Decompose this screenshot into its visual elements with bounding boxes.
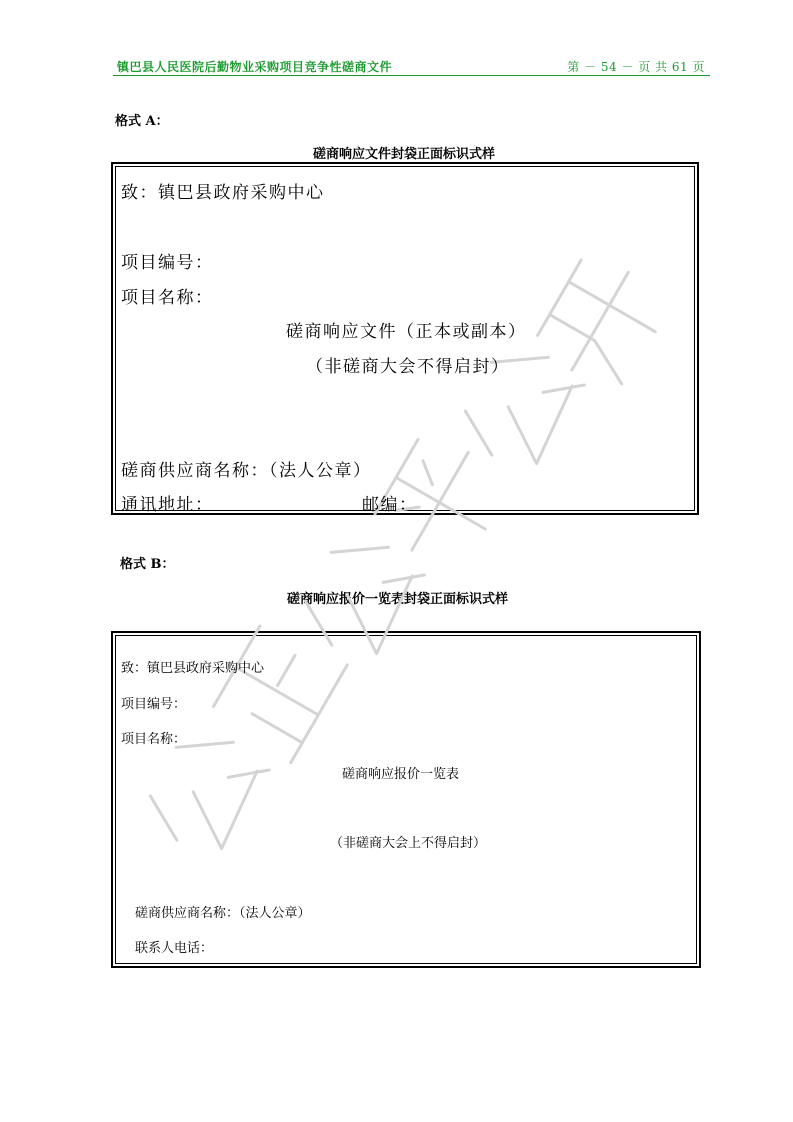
- format-b-to: 致：镇巴县政府采购中心: [121, 661, 265, 676]
- format-a-to: 致：镇巴县政府采购中心: [121, 183, 325, 203]
- format-b-doc-line: 磋商响应报价一览表: [342, 767, 460, 782]
- header-page-number: 第 － 54 － 页 共 61 页: [567, 60, 705, 74]
- format-a-seal-line: （非磋商大会不得启封）: [306, 357, 510, 377]
- format-b-title: 磋商响应报价一览表封袋正面标识式样: [287, 592, 509, 607]
- format-a-project-name: 项目名称：: [121, 288, 214, 308]
- format-b-supplier: 磋商供应商名称：（法人公章）: [135, 906, 311, 921]
- header-divider: [113, 75, 710, 76]
- format-b-seal-line: （非磋商大会上不得启封）: [330, 836, 487, 851]
- format-a-label: 格式 A：: [115, 114, 169, 129]
- format-b-project-name: 项目名称：: [121, 732, 187, 747]
- format-a-title: 磋商响应文件封袋正面标识式样: [313, 147, 496, 162]
- format-a-project-no: 项目编号：: [121, 253, 214, 273]
- format-a-doc-line: 磋商响应文件（正本或副本）: [286, 322, 527, 342]
- format-b-contact: 联系人电话：: [135, 941, 214, 956]
- format-a-postcode: 邮编：: [362, 495, 418, 515]
- format-a-address: 通讯地址：: [121, 495, 214, 515]
- format-b-project-no: 项目编号：: [121, 697, 187, 712]
- format-a-supplier: 磋商供应商名称：（法人公章）: [121, 461, 372, 481]
- header-document-title: 镇巴县人民医院后勤物业采购项目竞争性磋商文件: [117, 60, 393, 74]
- format-b-label: 格式 B：: [120, 557, 175, 572]
